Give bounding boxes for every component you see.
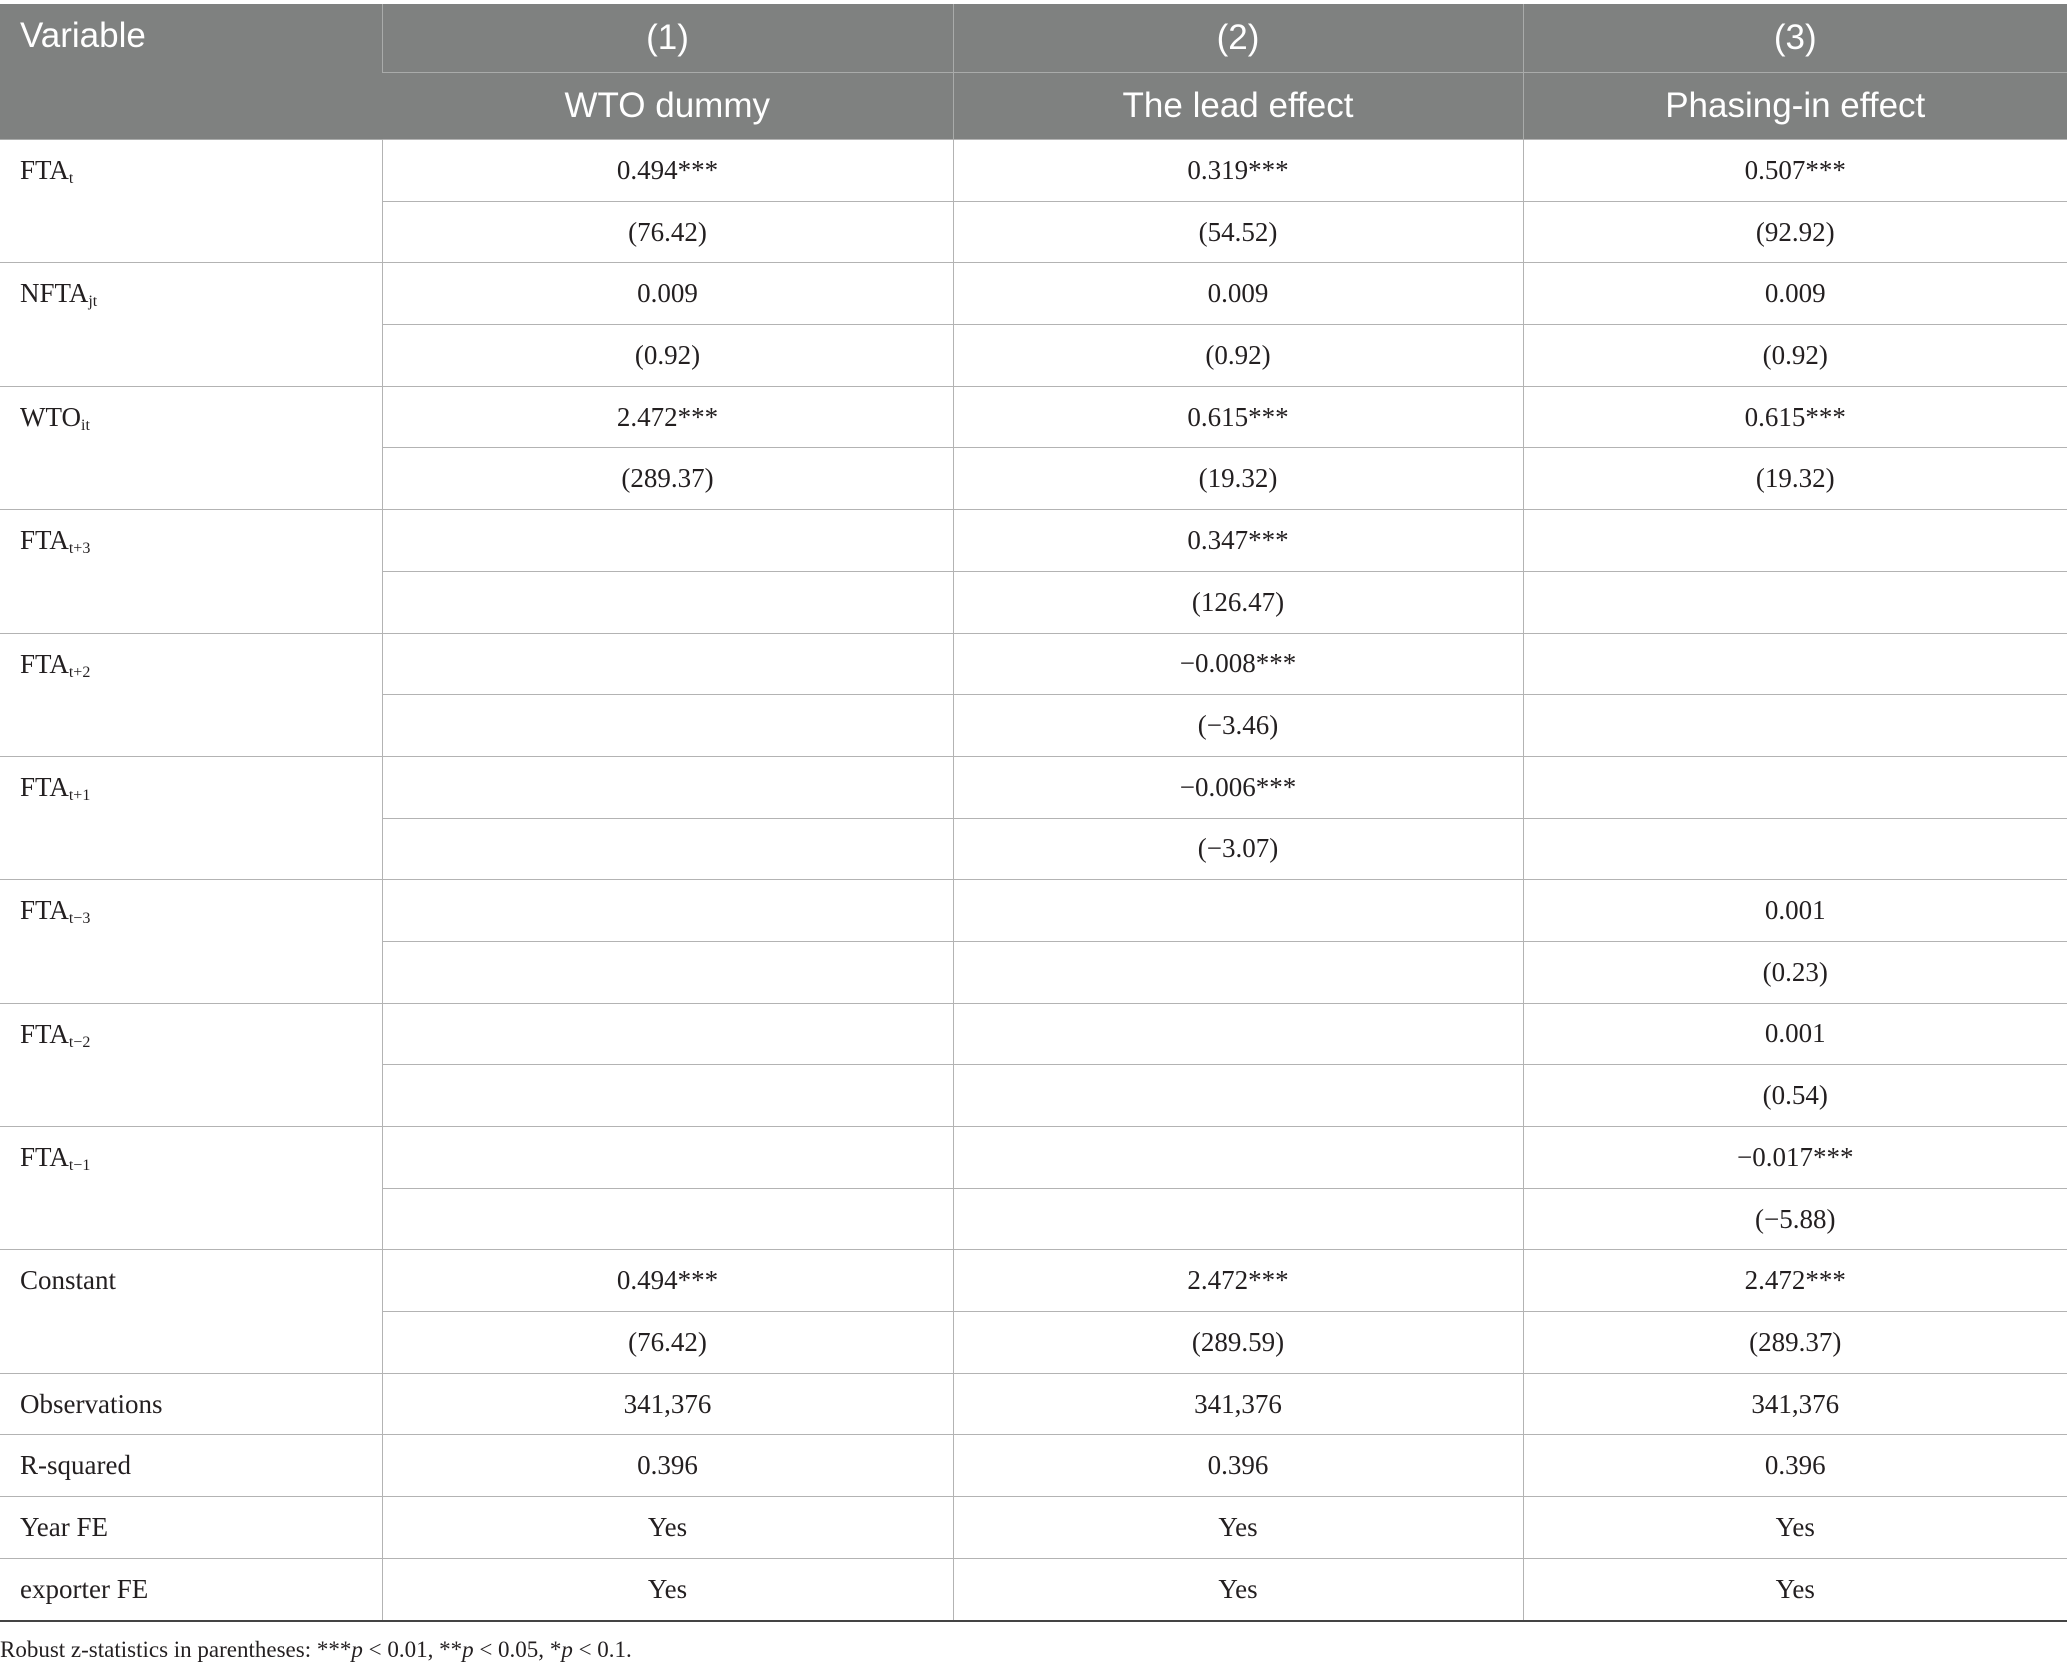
table-body bbox=[0, 140, 2067, 1621]
table-row-coefficient bbox=[0, 386, 2067, 448]
column-2-number: (2) bbox=[953, 4, 1523, 73]
table-row-coefficient bbox=[0, 263, 2067, 325]
z-statistic-cell bbox=[382, 1065, 953, 1127]
variable-name-cell bbox=[0, 510, 382, 633]
coefficient-cell: −0.017*** bbox=[1523, 1127, 2067, 1189]
statistic-name-cell: R-squared bbox=[0, 1435, 382, 1497]
z-statistic-cell: (0.54) bbox=[1523, 1065, 2067, 1127]
statistic-value-cell: 0.396 bbox=[953, 1435, 1523, 1497]
variable-name-cell bbox=[0, 880, 382, 1003]
coefficient-cell: 0.001 bbox=[1523, 1003, 2067, 1065]
z-statistic-cell: (19.32) bbox=[1523, 448, 2067, 510]
z-statistic-cell: (19.32) bbox=[953, 448, 1523, 510]
variable-name-cell bbox=[0, 633, 382, 756]
footnote-p-symbol: p bbox=[561, 1637, 573, 1662]
coefficient-cell: 2.472*** bbox=[953, 1250, 1523, 1312]
coefficient-cell: 0.494*** bbox=[382, 1250, 953, 1312]
coefficient-cell bbox=[382, 1127, 953, 1189]
statistic-value-cell: Yes bbox=[953, 1497, 1523, 1559]
z-statistic-cell: (0.92) bbox=[953, 325, 1523, 387]
z-statistic-cell: (54.52) bbox=[953, 201, 1523, 263]
coefficient-cell: 0.494*** bbox=[382, 140, 953, 202]
z-statistic-cell: (92.92) bbox=[1523, 201, 2067, 263]
table-row-statistic bbox=[0, 1435, 2067, 1497]
variable-name-cell bbox=[0, 1250, 382, 1373]
variable-name: FTA bbox=[20, 771, 69, 802]
variable-subscript: t−1 bbox=[68, 1157, 91, 1174]
variable-column-header: Variable bbox=[0, 4, 382, 140]
table-row-coefficient bbox=[0, 1127, 2067, 1189]
variable-name-cell bbox=[0, 263, 382, 386]
z-statistic-cell: (0.92) bbox=[382, 325, 953, 387]
footnote-threshold-text: < 0.05, bbox=[473, 1637, 550, 1662]
coefficient-cell: 0.009 bbox=[382, 263, 953, 325]
variable-subscript: t−3 bbox=[68, 910, 91, 928]
footnote-significance-stars: *** bbox=[316, 1637, 352, 1662]
z-statistic-cell: (76.42) bbox=[382, 1312, 953, 1374]
variable-name-cell bbox=[0, 140, 382, 263]
footnote-p-symbol: p bbox=[351, 1637, 363, 1662]
footnote-lead-text: Robust z-statistics in parentheses: bbox=[0, 1637, 317, 1662]
coefficient-cell: 0.347*** bbox=[953, 510, 1523, 572]
table-row-statistic bbox=[0, 1558, 2067, 1620]
coefficient-cell: 0.319*** bbox=[953, 140, 1523, 202]
variable-subscript: t−2 bbox=[68, 1033, 91, 1051]
coefficient-cell: −0.006*** bbox=[953, 756, 1523, 818]
table-row-coefficient bbox=[0, 140, 2067, 202]
coefficient-cell: 2.472*** bbox=[382, 386, 953, 448]
z-statistic-cell bbox=[953, 941, 1523, 1003]
variable-name: FTA bbox=[20, 1142, 69, 1172]
statistic-name-cell: Year FE bbox=[0, 1497, 382, 1559]
statistic-value-cell: 0.396 bbox=[382, 1435, 953, 1497]
coefficient-cell bbox=[1523, 756, 2067, 818]
z-statistic-cell: (289.37) bbox=[382, 448, 953, 510]
coefficient-cell bbox=[382, 510, 953, 572]
variable-subscript: t+2 bbox=[68, 663, 91, 681]
variable-name: FTA bbox=[20, 525, 69, 556]
z-statistic-cell: (−5.88) bbox=[1523, 1188, 2067, 1250]
coefficient-cell bbox=[382, 756, 953, 818]
coefficient-cell: 0.009 bbox=[953, 263, 1523, 325]
coefficient-cell: 0.001 bbox=[1523, 880, 2067, 942]
variable-name: NFTA bbox=[20, 278, 89, 309]
regression-results-table bbox=[0, 4, 2067, 1622]
footnote-p-symbol: p bbox=[462, 1637, 474, 1662]
table-row-coefficient bbox=[0, 633, 2067, 695]
footnote-significance-stars: * bbox=[549, 1637, 562, 1662]
table-row-statistic bbox=[0, 1497, 2067, 1559]
z-statistic-cell: (0.23) bbox=[1523, 941, 2067, 1003]
variable-subscript: jt bbox=[88, 293, 98, 311]
coefficient-cell: 0.615*** bbox=[1523, 386, 2067, 448]
table-row-coefficient bbox=[0, 756, 2067, 818]
statistic-value-cell: Yes bbox=[1523, 1497, 2067, 1559]
z-statistic-cell bbox=[382, 695, 953, 757]
z-statistic-cell bbox=[953, 1188, 1523, 1250]
table-row-coefficient bbox=[0, 880, 2067, 942]
variable-name-cell bbox=[0, 1003, 382, 1126]
table-header bbox=[0, 4, 2067, 140]
footnote-significance-stars: ** bbox=[439, 1637, 463, 1662]
footnote-threshold-text: < 0.1. bbox=[572, 1637, 632, 1662]
coefficient-cell: 0.009 bbox=[1523, 263, 2067, 325]
statistic-value-cell: 341,376 bbox=[382, 1373, 953, 1435]
statistic-name-cell: Observations bbox=[0, 1373, 382, 1435]
z-statistic-cell bbox=[382, 941, 953, 1003]
variable-subscript: it bbox=[81, 416, 90, 434]
column-3-number: (3) bbox=[1523, 4, 2067, 73]
statistic-value-cell: 341,376 bbox=[953, 1373, 1523, 1435]
statistic-name-cell: exporter FE bbox=[0, 1558, 382, 1620]
z-statistic-cell bbox=[1523, 695, 2067, 757]
footnote-threshold-text: < 0.01, bbox=[362, 1637, 440, 1662]
z-statistic-cell: (−3.07) bbox=[953, 818, 1523, 880]
variable-subscript: t+3 bbox=[68, 540, 91, 558]
z-statistic-cell: (76.42) bbox=[382, 201, 953, 263]
z-statistic-cell bbox=[382, 571, 953, 633]
table-row-coefficient bbox=[0, 510, 2067, 572]
coefficient-cell bbox=[953, 1003, 1523, 1065]
column-1-number: (1) bbox=[382, 4, 953, 73]
variable-name-cell bbox=[0, 756, 382, 879]
table-row-coefficient bbox=[0, 1250, 2067, 1312]
variable-name-cell bbox=[0, 1127, 382, 1250]
coefficient-cell bbox=[1523, 633, 2067, 695]
z-statistic-cell: (126.47) bbox=[953, 571, 1523, 633]
z-statistic-cell bbox=[953, 1065, 1523, 1127]
table-row-coefficient bbox=[0, 1003, 2067, 1065]
z-statistic-cell bbox=[1523, 571, 2067, 633]
statistic-value-cell: Yes bbox=[1523, 1558, 2067, 1620]
coefficient-cell: 0.615*** bbox=[953, 386, 1523, 448]
coefficient-cell bbox=[382, 880, 953, 942]
table-row-statistic bbox=[0, 1373, 2067, 1435]
column-1-title: WTO dummy bbox=[382, 73, 953, 140]
coefficient-cell: 0.507*** bbox=[1523, 140, 2067, 202]
variable-name: FTA bbox=[20, 895, 69, 926]
z-statistic-cell: (289.59) bbox=[953, 1312, 1523, 1374]
coefficient-cell: −0.008*** bbox=[953, 633, 1523, 695]
statistic-value-cell: 0.396 bbox=[1523, 1435, 2067, 1497]
z-statistic-cell bbox=[382, 818, 953, 880]
coefficient-cell: 2.472*** bbox=[1523, 1250, 2067, 1312]
statistic-value-cell: Yes bbox=[953, 1558, 1523, 1620]
z-statistic-cell: (289.37) bbox=[1523, 1312, 2067, 1374]
column-3-title: Phasing-in effect bbox=[1523, 73, 2067, 140]
statistic-value-cell: Yes bbox=[382, 1497, 953, 1559]
variable-name: FTA bbox=[20, 648, 69, 679]
header-row-numbers bbox=[0, 4, 2067, 73]
variable-subscript: t bbox=[68, 170, 74, 187]
z-statistic-cell: (0.92) bbox=[1523, 325, 2067, 387]
column-2-title: The lead effect bbox=[953, 73, 1523, 140]
z-statistic-cell: (−3.46) bbox=[953, 695, 1523, 757]
variable-name: FTA bbox=[20, 1018, 69, 1049]
z-statistic-cell bbox=[382, 1188, 953, 1250]
variable-name: Constant bbox=[20, 1265, 117, 1296]
coefficient-cell bbox=[953, 1127, 1523, 1189]
coefficient-cell bbox=[382, 633, 953, 695]
statistic-value-cell: Yes bbox=[382, 1558, 953, 1620]
statistic-value-cell: 341,376 bbox=[1523, 1373, 2067, 1435]
coefficient-cell bbox=[953, 880, 1523, 942]
variable-name: FTA bbox=[20, 155, 69, 185]
z-statistic-cell bbox=[1523, 818, 2067, 880]
coefficient-cell bbox=[1523, 510, 2067, 572]
coefficient-cell bbox=[382, 1003, 953, 1065]
variable-name: WTO bbox=[20, 401, 81, 432]
variable-subscript: t+1 bbox=[68, 786, 91, 804]
table-footnote bbox=[0, 1637, 632, 1663]
variable-name-cell bbox=[0, 386, 382, 509]
